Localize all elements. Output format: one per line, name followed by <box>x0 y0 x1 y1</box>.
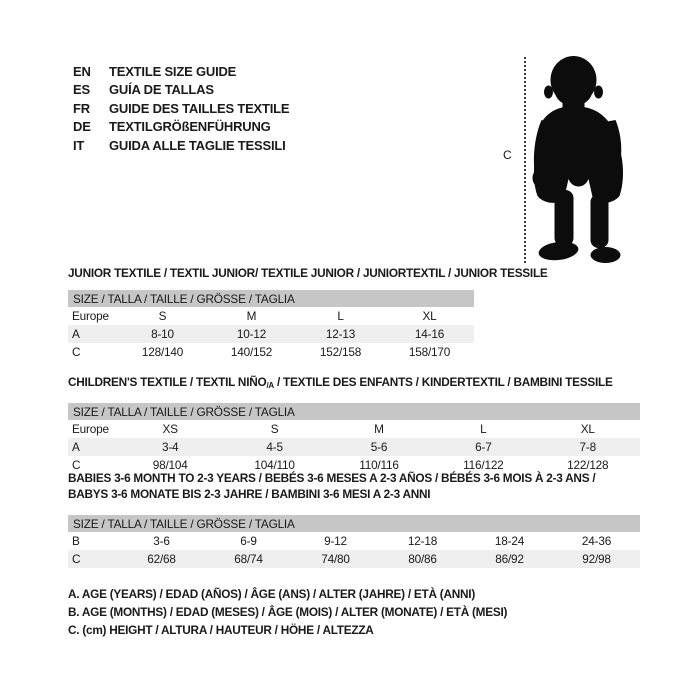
language-code: IT <box>73 137 85 153</box>
table-header-row <box>68 403 640 420</box>
cell: XL <box>422 309 437 323</box>
cell: 8-10 <box>118 325 207 343</box>
title-suffix: / TEXTILE DES ENFANTS / KINDERTEXTIL / BAMBINI TESSILE <box>273 375 613 389</box>
cell: 12-18 <box>407 534 438 548</box>
cell: 5-6 <box>327 438 431 456</box>
cell: 68/74 <box>205 550 292 568</box>
junior-size-table <box>68 290 474 361</box>
cell: XL <box>580 422 595 436</box>
language-label: GUIDA ALLE TAGLIE TESSILI <box>109 137 286 153</box>
language-row-de <box>73 118 289 137</box>
footnote-b: B. AGE (MONTHS) / EDAD (MESES) / ÂGE (MOIS) / ALTER (MONATE) / ETÀ (MESI) <box>68 605 508 619</box>
language-code: FR <box>73 100 90 116</box>
cell: 14-16 <box>385 325 474 343</box>
table-row <box>68 532 640 550</box>
cell: 140/152 <box>230 345 273 359</box>
row-label: C <box>72 458 81 472</box>
babies-section-title-line1: BABIES 3-6 MONTH TO 2-3 YEARS / BEBÉS 3-6 MESES A 2-3 AÑOS / BÉBÉS 3-6 MOIS À 2-3 ANS / <box>68 471 596 485</box>
row-label: Europe <box>72 422 109 436</box>
language-row-en <box>73 62 289 81</box>
junior-section <box>68 265 548 361</box>
cell: 98/104 <box>152 458 188 472</box>
babies-section-title-line2: BABYS 3-6 MONATE BIS 2-3 JAHRE / BAMBINI 3-6 MESI A 2-3 ANNI <box>68 487 431 501</box>
table-row <box>68 307 474 325</box>
language-row-fr <box>73 99 289 118</box>
language-row-it <box>73 136 289 155</box>
cell: 3-6 <box>153 534 170 548</box>
table-row <box>68 550 640 568</box>
table-row <box>68 343 474 361</box>
cell: M <box>246 309 257 323</box>
cell: 4-5 <box>222 438 326 456</box>
children-section-title <box>68 374 640 394</box>
cell: 86/92 <box>466 550 553 568</box>
language-code: ES <box>73 82 90 98</box>
baby-figure <box>495 50 635 270</box>
row-label: A <box>68 325 118 343</box>
cell: 122/128 <box>567 458 609 472</box>
language-row-es <box>73 81 289 100</box>
row-label: C <box>68 550 118 568</box>
cell: 62/68 <box>118 550 205 568</box>
title-subscript: /A <box>266 381 274 390</box>
cell: 18-24 <box>494 534 525 548</box>
language-list <box>73 62 289 155</box>
cell: 116/122 <box>463 458 504 472</box>
table-header-row <box>68 290 474 307</box>
row-label: C <box>72 345 81 359</box>
cell: S <box>158 309 167 323</box>
row-label: Europe <box>72 309 109 323</box>
footnote-c: C. (cm) HEIGHT / ALTURA / HAUTEUR / HÖHE / ALTEZZA <box>68 623 374 637</box>
language-label: GUIDE DES TAILLES TEXTILE <box>109 100 290 116</box>
cell: S <box>270 422 279 436</box>
cell: 6-9 <box>240 534 257 548</box>
row-label: A <box>68 438 118 456</box>
footnotes <box>68 585 507 639</box>
cell: 152/158 <box>319 345 362 359</box>
table-header-cell: SIZE / TALLA / TAILLE / GRÖSSE / TAGLIA <box>68 403 640 420</box>
language-label: TEXTILE SIZE GUIDE <box>109 63 237 79</box>
table-row <box>68 325 474 343</box>
cell: 12-13 <box>296 325 385 343</box>
table-header-cell: SIZE / TALLA / TAILLE / GRÖSSE / TAGLIA <box>68 290 474 307</box>
cell: 158/170 <box>408 345 451 359</box>
cell: 110/116 <box>359 458 399 472</box>
language-label: GUÍA DE TALLAS <box>109 82 214 98</box>
children-section <box>68 374 640 474</box>
cell: 3-4 <box>118 438 222 456</box>
cell: M <box>374 422 384 436</box>
row-label: B <box>72 534 80 548</box>
babies-section <box>68 470 640 568</box>
cell: 80/86 <box>379 550 466 568</box>
cell: 7-8 <box>536 438 640 456</box>
height-dashed-line-icon <box>524 57 526 263</box>
language-code: DE <box>73 119 91 135</box>
height-marker-label: C <box>503 148 512 162</box>
cell: 92/98 <box>553 550 640 568</box>
cell: L <box>337 309 344 323</box>
baby-toddler-silhouette-icon <box>531 54 627 264</box>
table-header-cell: SIZE / TALLA / TAILLE / GRÖSSE / TAGLIA <box>68 515 640 532</box>
title-prefix: CHILDREN'S TEXTILE / TEXTIL NIÑO <box>68 375 267 389</box>
cell: 10-12 <box>207 325 296 343</box>
cell: 9-12 <box>324 534 347 548</box>
language-label: TEXTILGRÖßENFÜHRUNG <box>109 119 271 135</box>
footnote-a: A. AGE (YEARS) / EDAD (AÑOS) / ÂGE (ANS) / ALTER (JAHRE) / ETÀ (ANNI) <box>68 587 475 601</box>
cell: L <box>480 422 487 436</box>
table-header-row <box>68 515 640 532</box>
table-row <box>68 420 640 438</box>
cell: 104/110 <box>254 458 295 472</box>
children-size-table <box>68 403 640 474</box>
language-code: EN <box>73 63 91 79</box>
cell: 6-7 <box>431 438 535 456</box>
junior-section-title: JUNIOR TEXTILE / TEXTIL JUNIOR/ TEXTILE JUNIOR / JUNIORTEXTIL / JUNIOR TESSILE <box>68 266 548 280</box>
cell: XS <box>162 422 178 436</box>
cell: 74/80 <box>292 550 379 568</box>
cell: 24-36 <box>581 534 612 548</box>
cell: 128/140 <box>141 345 184 359</box>
babies-size-table <box>68 515 640 568</box>
table-row <box>68 438 640 456</box>
